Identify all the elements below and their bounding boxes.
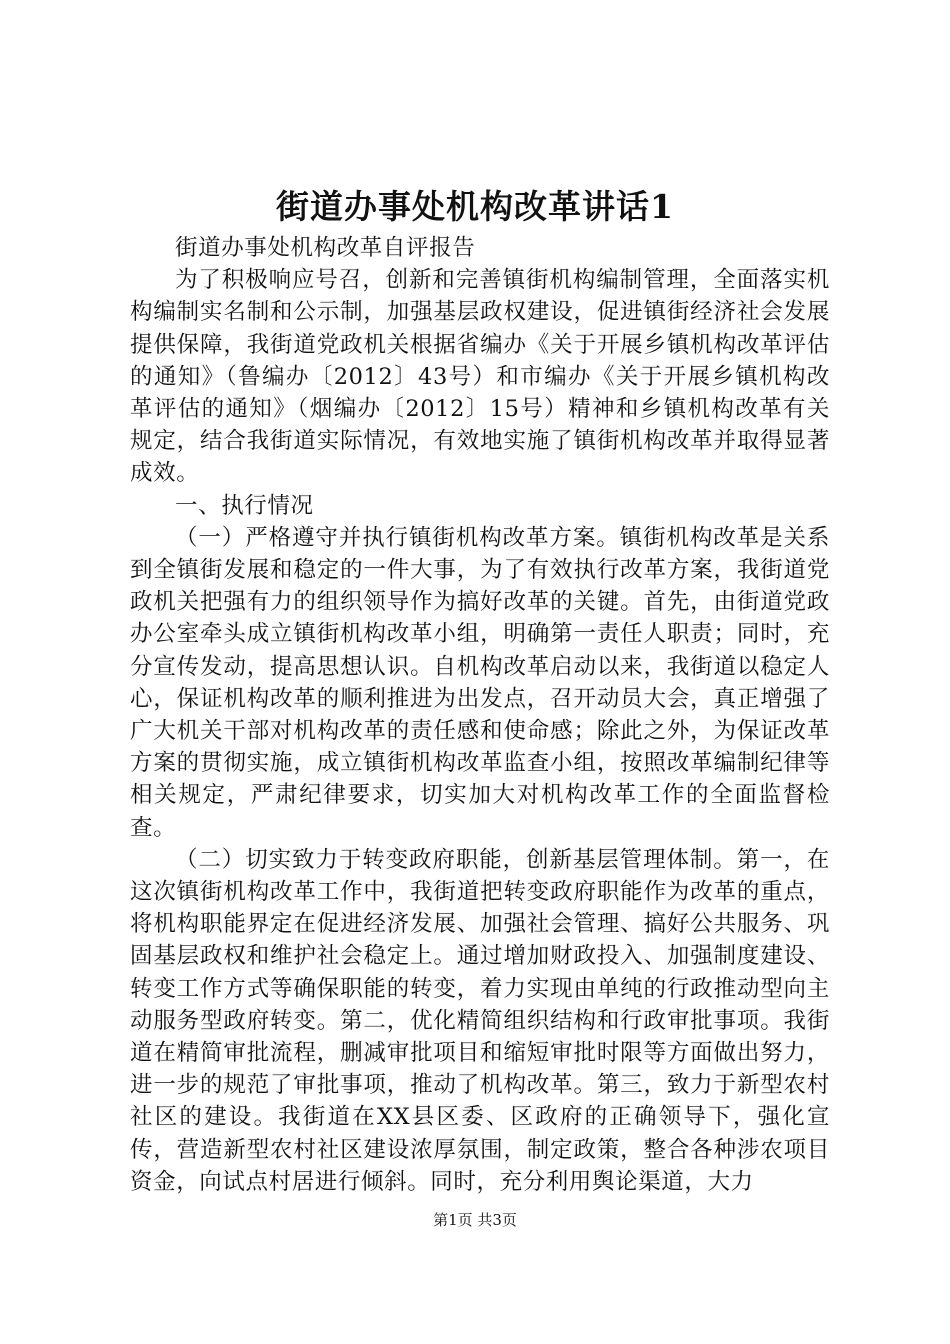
page-number: 第1页 共3页 <box>433 1211 517 1229</box>
report-subtitle: 街道办事处机构改革自评报告 <box>175 235 476 261</box>
paragraph-item-1: （一）严格遵守并执行镇街机构改革方案。镇街机构改革是关系到全镇街发展和稳定的一件大事，为了有效执行改革方案，我街道党政机关把强有力的组织领导作为搞好改革的关键。首先，由街道党政办公室牵头成立镇街机构改革小组，明确第一责任人职责；同时，充分宣传发动，提高思想认识。自机构改革启动以来，我街道以稳定人心，保证机构改革的顺利推进为出发点，召开动员大会，真正增强了广大机关干部对机构改革的责任感和使命感；除此之外，为保证改革方案的贯彻实施，成立镇街机构改革监查小组，按照改革编制纪律等相关规定，严肃纪律要求，切实加大对机构改革工作的全面监督检查。 <box>130 524 830 841</box>
section-heading-execution: 一、执行情况 <box>175 492 314 519</box>
document-title: 街道办事处机构改革讲话1 <box>276 187 674 226</box>
paragraph-item-2: （二）切实致力于转变政府职能，创新基层管理体制。第一，在这次镇街机构改革工作中，我街道把转变政府职能作为改革的重点，将机构职能界定在促进经济发展、加强社会管理、搞好公共服务、巩固基层政权和维护社会稳定上。通过增加财政投入、加强制度建设、转变工作方式等确保职能的转变，着力实现由单纯的行政推动型向主动服务型政府转变。第二，优化精简组织结构和行政审批事项。我街道在精简审批流程，删减审批项目和缩短审批时限等方面做出努力，进一步的规范了审批事项，推动了机构改革。第三，致力于新型农村社区的建设。我街道在XX县区委、区政府的正确领导下，强化宣传，营造新型农村社区建设浓厚氛围，制定政策，整合各种涉农项目资金，向试点村居进行倾斜。同时，充分利用舆论渠道，大力 <box>130 846 830 1195</box>
paragraph-intro: 为了积极响应号召，创新和完善镇街机构编制管理，全面落实机构编制实名制和公示制，加强基层政权建设，促进镇街经济社会发展提供保障，我街道党政机关根据省编办《关于开展乡镇机构改革评估的通知》（鲁编办〔2012〕43号）和市编办《关于开展乡镇机构改革评估的通知》（烟编办〔2012〕15号）精神和乡镇机构改革有关规定，结合我街道实际情况，有效地实施了镇街机构改革并取得显著成效。 <box>130 267 830 487</box>
document-body <box>130 232 830 1198</box>
